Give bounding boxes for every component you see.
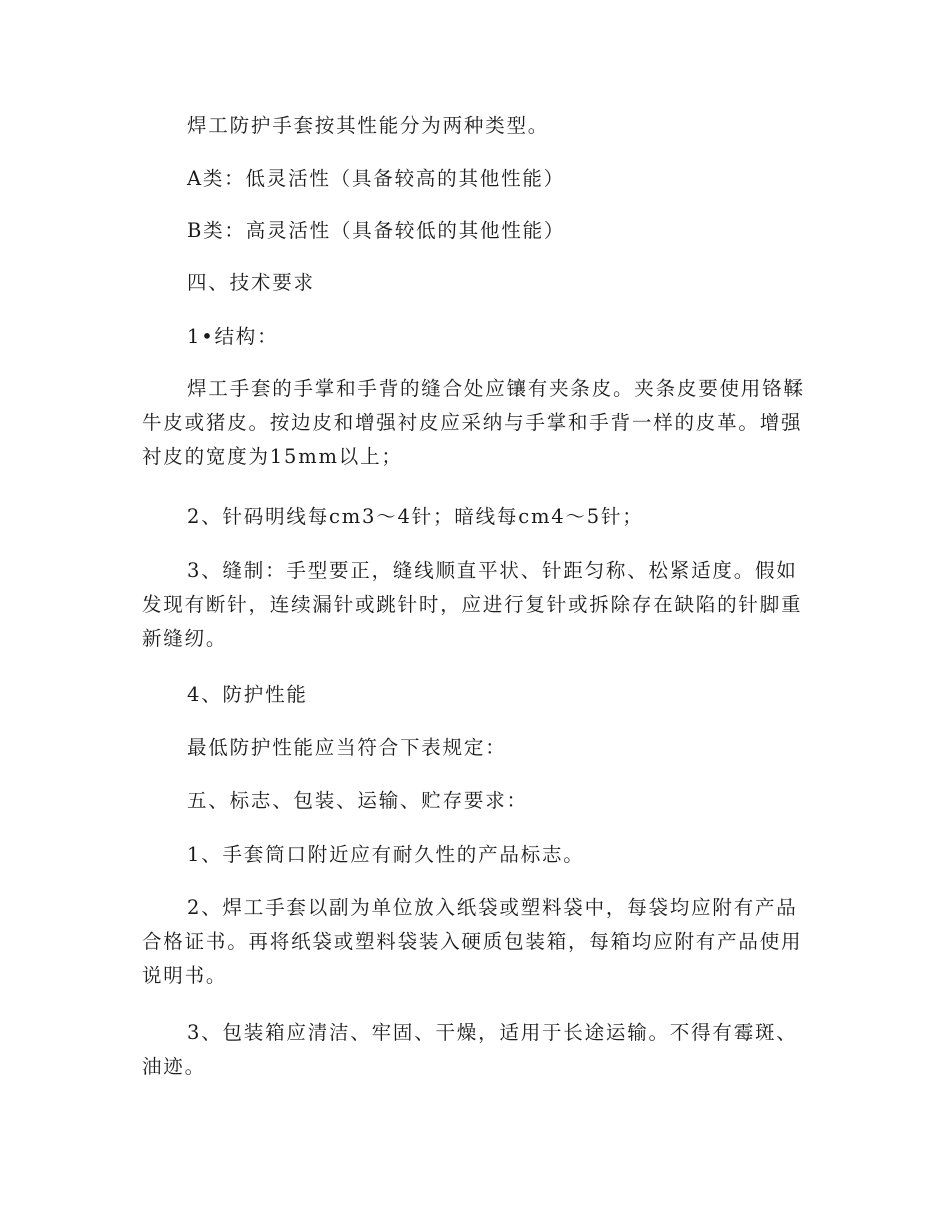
paragraph-minimum-performance: 最低防护性能应当符合下表规定： bbox=[187, 736, 507, 759]
item-packaging: 2、焊工手套以副为单位放入纸袋或塑料袋中，每袋均应附有产品合格证书。再将纸袋或塑料袋装入硬质包装箱，每箱均应附有产品使用说明书。 bbox=[142, 896, 803, 987]
item-packaging-box: 3、包装箱应清洁、牢固、干燥，适用于长途运输。不得有霉斑、油迹。 bbox=[142, 1021, 798, 1078]
item-protective-performance: 4、防护性能 bbox=[187, 683, 308, 706]
paragraph-glove-types-intro: 焊工防护手套按其性能分为两种类型。 bbox=[187, 114, 550, 137]
section-heading-marking-packaging: 五、标志、包装、运输、贮存要求： bbox=[187, 789, 528, 812]
section-heading-technical-requirements: 四、技术要求 bbox=[187, 271, 315, 294]
paragraph-type-a: A类：低灵活性（具备较高的其他性能） bbox=[187, 167, 565, 190]
item-structure-heading: 1•结构： bbox=[187, 325, 279, 348]
item-stitch-density: 2、针码明线每cm3～4针；暗线每cm4～5针； bbox=[187, 505, 644, 528]
paragraph-structure-details: 焊工手套的手掌和手背的缝合处应镶有夹条皮。夹条皮要使用铬鞣牛皮或猪皮。按边皮和增强衬皮应采纳与手掌和手背一样的皮革。增强衬皮的宽度为15mm以上； bbox=[142, 377, 805, 468]
paragraph-type-b: B类：高灵活性（具备较低的其他性能） bbox=[187, 219, 566, 242]
item-sewing-requirements: 3、缝制：手型要正，缝线顺直平状、针距匀称、松紧适度。假如发现有断针，连续漏针或跳针时，应进行复针或拆除存在缺陷的针脚重新缝纫。 bbox=[142, 559, 803, 650]
item-product-marking: 1、手套筒口附近应有耐久性的产品标志。 bbox=[187, 843, 585, 866]
